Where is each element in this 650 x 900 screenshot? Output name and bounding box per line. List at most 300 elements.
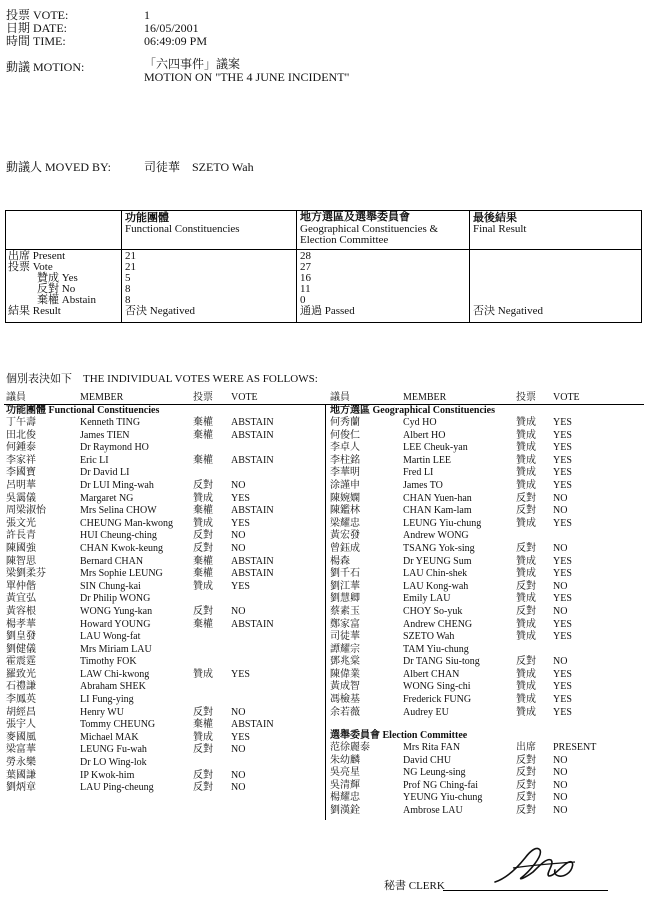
member-row (325, 669, 650, 682)
member-vote-zh: 出席 (516, 742, 536, 753)
functional-present: 21 (125, 250, 136, 262)
member-name-zh: 梁劉柔芬 (6, 568, 46, 580)
member-vote-en: YES (231, 580, 250, 592)
member-row (0, 719, 325, 732)
member-vote-en: ABSTAIN (231, 417, 274, 428)
member-name-zh: 李鳳英 (6, 694, 36, 706)
member-vote-en: YES (553, 568, 572, 580)
member-name-en: NG Leung-sing (403, 767, 466, 779)
functional-title-en: Functional Constituencies (125, 223, 240, 235)
member-name-en: LAU Kong-wah (403, 580, 469, 592)
member-name-en: WONG Sing-chi (403, 681, 471, 693)
summary-row-labels (8, 251, 96, 317)
member-name-zh: 馮檢基 (330, 694, 360, 706)
member-row (0, 619, 325, 632)
member-vote-en: YES (553, 454, 572, 466)
member-vote-zh: 贊成 (516, 593, 536, 605)
member-name-zh: 梁富華 (6, 744, 36, 756)
member-row (325, 417, 650, 430)
member-name-zh: 石禮謙 (6, 681, 36, 693)
member-row (0, 455, 325, 468)
member-name-en: Bernard CHAN (80, 555, 144, 567)
summary-divider (121, 211, 122, 322)
member-vote-en: NO (553, 580, 568, 592)
member-row (325, 606, 650, 619)
member-name-en: Tommy CHEUNG (80, 719, 156, 731)
member-name-en: LEUNG Yiu-chung (403, 517, 482, 529)
member-row (325, 467, 650, 480)
member-row (0, 593, 325, 606)
member-name-zh: 張文光 (6, 517, 36, 529)
member-vote-zh: 反對 (516, 492, 536, 504)
member-name-zh: 楊森 (330, 555, 350, 567)
member-name-zh: 劉慧卿 (330, 593, 360, 605)
member-name-en: LEE Cheuk-yan (403, 442, 468, 454)
time-label: 時間 TIME: (6, 34, 66, 48)
member-name-zh: 楊耀忠 (330, 792, 360, 804)
member-row (0, 757, 325, 770)
member-vote-en: YES (553, 442, 572, 454)
member-vote-zh: 贊成 (516, 467, 536, 479)
member-row (0, 606, 325, 619)
member-vote-en: ABSTAIN (231, 719, 274, 731)
member-name-en: LAU Wong-fat (80, 631, 141, 643)
member-name-zh: 周梁淑怡 (6, 505, 46, 517)
member-row (325, 442, 650, 455)
member-vote-en: YES (231, 668, 250, 680)
member-vote-en: NO (231, 782, 246, 794)
member-name-zh: 蔡素玉 (330, 605, 360, 617)
member-row (325, 742, 650, 755)
member-vote-en: YES (553, 706, 572, 718)
member-row (325, 619, 650, 632)
member-row (0, 530, 325, 543)
right-header-vote-en: VOTE (553, 392, 580, 403)
member-vote-en: YES (553, 681, 572, 693)
member-vote-en: NO (553, 754, 568, 766)
member-vote-en: YES (553, 555, 572, 567)
geographical-title-en-2: Election Committee (300, 234, 389, 246)
member-vote-zh: 反對 (193, 605, 213, 617)
right-header-member-zh: 議員 (330, 392, 350, 403)
member-vote-en: ABSTAIN (231, 505, 274, 517)
member-name-zh: 李柱銘 (330, 454, 360, 466)
member-row (325, 767, 650, 780)
member-name-zh: 陳偉業 (330, 668, 360, 680)
member-vote-zh: 反對 (516, 792, 536, 804)
member-vote-en: NO (231, 530, 246, 542)
member-row (325, 505, 650, 518)
member-vote-en: YES (553, 631, 572, 643)
member-name-zh: 羅致光 (6, 668, 36, 680)
individual-votes-title: 個別表決如下 THE INDIVIDUAL VOTES WERE AS FOLLOWS: (6, 373, 318, 385)
member-name-en: HUI Cheung-ching (80, 530, 157, 542)
member-name-en: Mrs Rita FAN (403, 742, 461, 753)
functional-no: 8 (125, 283, 131, 295)
member-vote-en: YES (553, 467, 572, 479)
right-section-title-geographical: 地方選區 Geographical Constituencies (330, 405, 495, 416)
member-name-en: CHAN Yuen-han (403, 492, 472, 504)
moved-by-label: 動議人 MOVED BY: (6, 160, 111, 174)
member-name-en: YEUNG Yiu-chung (403, 792, 483, 804)
member-name-en: Andrew WONG (403, 530, 469, 542)
member-name-en: Martin LEE (403, 454, 452, 466)
summary-table (5, 210, 642, 323)
member-row (325, 755, 650, 768)
member-vote-zh: 贊成 (516, 618, 536, 630)
member-vote-zh: 贊成 (516, 668, 536, 680)
member-name-en: Mrs Miriam LAU (80, 643, 152, 655)
member-name-zh: 李卓人 (330, 442, 360, 454)
member-vote-zh: 贊成 (516, 706, 536, 718)
member-vote-en: YES (553, 417, 572, 428)
member-name-en: TAM Yiu-chung (403, 643, 469, 655)
member-vote-en: ABSTAIN (231, 618, 274, 630)
motion-title-en: MOTION ON "THE 4 JUNE INCIDENT" (144, 70, 350, 84)
member-row (0, 770, 325, 783)
moved-by-value: 司徒華 SZETO Wah (144, 160, 254, 174)
member-row (325, 480, 650, 493)
member-vote-en: NO (553, 492, 568, 504)
member-name-zh: 何秀蘭 (330, 417, 360, 428)
member-vote-zh: 反對 (193, 769, 213, 781)
member-name-zh: 吳清輝 (330, 779, 360, 791)
geographical-counts (300, 251, 355, 317)
member-vote-en: NO (231, 605, 246, 617)
member-vote-zh: 贊成 (516, 694, 536, 706)
geographical-votes-list (325, 417, 650, 719)
member-vote-en: NO (231, 542, 246, 554)
member-name-zh: 呂明華 (6, 479, 36, 491)
member-vote-en: NO (231, 479, 246, 491)
member-vote-zh: 反對 (516, 656, 536, 668)
member-vote-zh: 贊成 (516, 681, 536, 693)
member-vote-en: YES (553, 694, 572, 706)
member-vote-en: YES (231, 517, 250, 529)
member-name-zh: 司徒華 (330, 631, 360, 643)
member-name-en: SZETO Wah (403, 631, 455, 643)
member-vote-zh: 棄權 (193, 719, 213, 731)
member-vote-zh: 反對 (516, 580, 536, 592)
member-name-zh: 單仲偕 (6, 580, 36, 592)
member-name-zh: 許長青 (6, 530, 36, 542)
member-vote-en: ABSTAIN (231, 555, 274, 567)
member-vote-zh: 贊成 (516, 442, 536, 454)
member-vote-zh: 反對 (516, 804, 536, 816)
member-row (325, 493, 650, 506)
motion-label: 動議 MOTION: (6, 60, 85, 74)
member-row (0, 543, 325, 556)
motion-title-zh: 「六四事件」議案 (144, 57, 241, 71)
member-vote-zh: 棄權 (193, 568, 213, 580)
member-name-zh: 涂謹申 (330, 479, 360, 491)
member-vote-en: YES (553, 429, 572, 441)
member-name-en: James TO (403, 479, 443, 491)
member-row (0, 644, 325, 657)
member-name-zh: 勞永樂 (6, 757, 36, 769)
geographical-yes: 16 (300, 272, 311, 284)
member-name-en: Cyd HO (403, 417, 437, 428)
member-name-en: Kenneth TING (80, 417, 141, 428)
member-name-en: Dr TANG Siu-tong (403, 656, 480, 668)
row-label-abstain: 棄權 Abstain (37, 294, 96, 306)
member-name-en: Emily LAU (403, 593, 451, 605)
final-title-zh: 最後結果 (473, 212, 517, 224)
member-vote-zh: 贊成 (193, 580, 213, 592)
member-vote-en: YES (553, 517, 572, 529)
member-name-zh: 張宇人 (6, 719, 36, 731)
member-row (325, 543, 650, 556)
member-row (325, 792, 650, 805)
member-name-zh: 胡經昌 (6, 706, 36, 718)
member-name-en: CHAN Kam-lam (403, 505, 472, 517)
member-vote-zh: 棄權 (193, 417, 213, 428)
member-row (0, 430, 325, 443)
functional-vote: 21 (125, 261, 136, 273)
member-row (0, 493, 325, 506)
election-votes-list (325, 742, 650, 818)
member-vote-zh: 贊成 (516, 417, 536, 428)
member-vote-en: NO (231, 744, 246, 756)
member-name-en: SIN Chung-kai (80, 580, 141, 592)
member-vote-zh: 反對 (516, 754, 536, 766)
member-vote-zh: 贊成 (516, 454, 536, 466)
member-vote-en: NO (553, 542, 568, 554)
member-vote-en: NO (231, 769, 246, 781)
member-name-en: Michael MAK (80, 731, 139, 743)
member-row (0, 732, 325, 745)
final-title-en: Final Result (473, 223, 527, 235)
member-name-zh: 范徐麗泰 (330, 742, 370, 753)
member-row (0, 744, 325, 757)
member-vote-en: PRESENT (553, 742, 597, 753)
member-vote-en: ABSTAIN (231, 429, 274, 441)
member-name-zh: 劉皇發 (6, 631, 36, 643)
member-vote-en: NO (553, 804, 568, 816)
member-row (325, 593, 650, 606)
member-vote-en: YES (553, 618, 572, 630)
member-vote-en: NO (553, 656, 568, 668)
member-row (0, 694, 325, 707)
member-name-en: LAU Chin-shek (403, 568, 468, 580)
vote-label: 投票 VOTE: (6, 8, 69, 22)
member-vote-zh: 贊成 (193, 668, 213, 680)
member-name-en: Dr LUI Ming-wah (80, 479, 154, 491)
member-row (0, 581, 325, 594)
date-value: 16/05/2001 (144, 21, 199, 35)
member-name-zh: 余若薇 (330, 706, 360, 718)
member-name-zh: 劉漢銓 (330, 804, 360, 816)
member-row (0, 480, 325, 493)
member-row (0, 669, 325, 682)
functional-result: 否決 Negatived (125, 305, 195, 317)
member-row (325, 707, 650, 720)
member-name-zh: 陳國強 (6, 542, 36, 554)
member-name-en: Dr YEUNG Sum (403, 555, 472, 567)
member-vote-zh: 贊成 (193, 517, 213, 529)
functional-votes-list (0, 417, 325, 795)
member-name-zh: 朱幼麟 (330, 754, 360, 766)
left-header-member-zh: 議員 (6, 392, 26, 403)
member-name-en: Andrew CHENG (403, 618, 473, 630)
date-label: 日期 DATE: (6, 21, 67, 35)
member-name-en: Dr Raymond HO (80, 442, 149, 454)
functional-title-zh: 功能團體 (125, 212, 169, 224)
row-label-yes: 贊成 Yes (37, 272, 78, 284)
member-name-en: Dr Philip WONG (80, 593, 151, 605)
member-name-en: Timothy FOK (80, 656, 137, 668)
geographical-abstain: 0 (300, 294, 306, 306)
member-name-zh: 黃容根 (6, 605, 36, 617)
left-header-member-en: MEMBER (80, 392, 124, 403)
member-name-en: LI Fung-ying (80, 694, 134, 706)
member-vote-zh: 贊成 (193, 492, 213, 504)
member-name-zh: 鄭家富 (330, 618, 360, 630)
member-vote-zh: 棄權 (193, 429, 213, 441)
member-name-zh: 葉國謙 (6, 769, 36, 781)
member-name-zh: 田北俊 (6, 429, 36, 441)
member-row (0, 707, 325, 720)
member-row (325, 518, 650, 531)
member-name-zh: 吳靄儀 (6, 492, 36, 504)
summary-divider (296, 211, 297, 322)
member-vote-zh: 贊成 (516, 479, 536, 491)
member-name-zh: 何鍾泰 (6, 442, 36, 454)
member-name-en: Prof NG Ching-fai (403, 779, 478, 791)
member-name-zh: 劉千石 (330, 568, 360, 580)
member-name-zh: 曾鈺成 (330, 542, 360, 554)
row-label-present: 出席 Present (8, 250, 66, 262)
member-name-zh: 霍震霆 (6, 656, 36, 668)
member-name-zh: 劉炳章 (6, 782, 36, 794)
member-row (0, 417, 325, 430)
final-result: 否決 Negatived (473, 305, 543, 317)
member-name-en: Albert HO (403, 429, 446, 441)
member-vote-zh: 贊成 (516, 568, 536, 580)
member-vote-en: ABSTAIN (231, 454, 274, 466)
member-row (0, 681, 325, 694)
time-value: 06:49:09 PM (144, 34, 208, 48)
member-vote-en: YES (553, 668, 572, 680)
member-vote-zh: 贊成 (516, 555, 536, 567)
member-vote-en: ABSTAIN (231, 568, 274, 580)
left-header-vote-zh: 投票 (193, 392, 213, 403)
member-vote-en: YES (553, 479, 572, 491)
member-vote-en: NO (553, 792, 568, 804)
member-row (325, 805, 650, 818)
member-name-zh: 譚耀宗 (330, 643, 360, 655)
member-name-en: Dr LO Wing-lok (80, 757, 147, 769)
member-name-zh: 楊孝華 (6, 618, 36, 630)
member-name-en: CHEUNG Man-kwong (80, 517, 174, 529)
member-vote-zh: 反對 (193, 744, 213, 756)
member-name-en: CHOY So-yuk (403, 605, 463, 617)
vote-number: 1 (144, 8, 150, 22)
clerk-signature (485, 838, 595, 890)
right-header-member-en: MEMBER (403, 392, 447, 403)
member-row (325, 631, 650, 644)
member-vote-zh: 反對 (193, 530, 213, 542)
member-name-zh: 陳婉嫻 (330, 492, 360, 504)
member-vote-zh: 棄權 (193, 454, 213, 466)
member-vote-en: YES (231, 731, 250, 743)
geographical-no: 11 (300, 283, 311, 295)
member-name-en: TSANG Yok-sing (403, 542, 475, 554)
member-vote-zh: 贊成 (516, 631, 536, 643)
member-row (0, 556, 325, 569)
member-name-zh: 吳亮星 (330, 767, 360, 779)
member-vote-zh: 棄權 (193, 505, 213, 517)
member-name-en: Fred LI (403, 467, 434, 479)
member-vote-zh: 贊成 (516, 429, 536, 441)
member-vote-zh: 反對 (516, 505, 536, 517)
member-vote-zh: 贊成 (193, 731, 213, 743)
member-name-en: Howard YOUNG (80, 618, 151, 630)
member-name-en: CHAN Kwok-keung (80, 542, 164, 554)
member-vote-zh: 反對 (193, 542, 213, 554)
member-row (0, 631, 325, 644)
member-name-zh: 麥國風 (6, 731, 36, 743)
member-name-zh: 何俊仁 (330, 429, 360, 441)
member-name-en: LAU Ping-cheung (80, 782, 154, 794)
geographical-vote: 27 (300, 261, 311, 273)
member-name-en: Ambrose LAU (403, 804, 463, 816)
member-vote-zh: 棄權 (193, 618, 213, 630)
member-vote-zh: 贊成 (516, 517, 536, 529)
member-name-zh: 李家祥 (6, 454, 36, 466)
member-name-en: David CHU (403, 754, 452, 766)
clerk-signature-line (443, 890, 608, 891)
member-vote-en: NO (553, 605, 568, 617)
member-name-zh: 陳智思 (6, 555, 36, 567)
member-name-zh: 黃成智 (330, 681, 360, 693)
member-name-en: IP Kwok-him (80, 769, 135, 781)
member-name-en: Mrs Selina CHOW (80, 505, 157, 517)
member-name-zh: 丁午壽 (6, 417, 36, 428)
member-name-en: LEUNG Fu-wah (80, 744, 147, 756)
member-row (0, 568, 325, 581)
member-row (325, 644, 650, 657)
member-row (325, 455, 650, 468)
member-vote-en: NO (553, 505, 568, 517)
member-vote-zh: 反對 (193, 782, 213, 794)
member-name-en: Henry WU (80, 706, 124, 718)
member-row (325, 681, 650, 694)
member-vote-zh: 反對 (516, 779, 536, 791)
member-row (325, 780, 650, 793)
row-label-no: 反對 No (37, 283, 76, 295)
member-row (0, 505, 325, 518)
member-name-en: Audrey EU (403, 706, 449, 718)
summary-divider (469, 211, 470, 322)
member-name-zh: 鄧兆棠 (330, 656, 360, 668)
left-section-title: 功能團體 Functional Constituencies (6, 405, 160, 416)
member-row (0, 442, 325, 455)
member-vote-zh: 反對 (516, 767, 536, 779)
geographical-title-zh: 地方選區及選舉委員會 (300, 211, 410, 223)
member-name-en: Albert CHAN (403, 668, 460, 680)
clerk-label: 秘書 CLERK (384, 880, 445, 892)
functional-counts (125, 251, 195, 317)
member-name-zh: 陳鑑林 (330, 505, 360, 517)
member-row (325, 656, 650, 669)
member-vote-zh: 反對 (516, 542, 536, 554)
member-name-zh: 黃宏發 (330, 530, 360, 542)
member-name-en: Dr David LI (80, 467, 130, 479)
member-name-zh: 劉江華 (330, 580, 360, 592)
member-vote-en: YES (231, 492, 250, 504)
geographical-present: 28 (300, 250, 311, 262)
